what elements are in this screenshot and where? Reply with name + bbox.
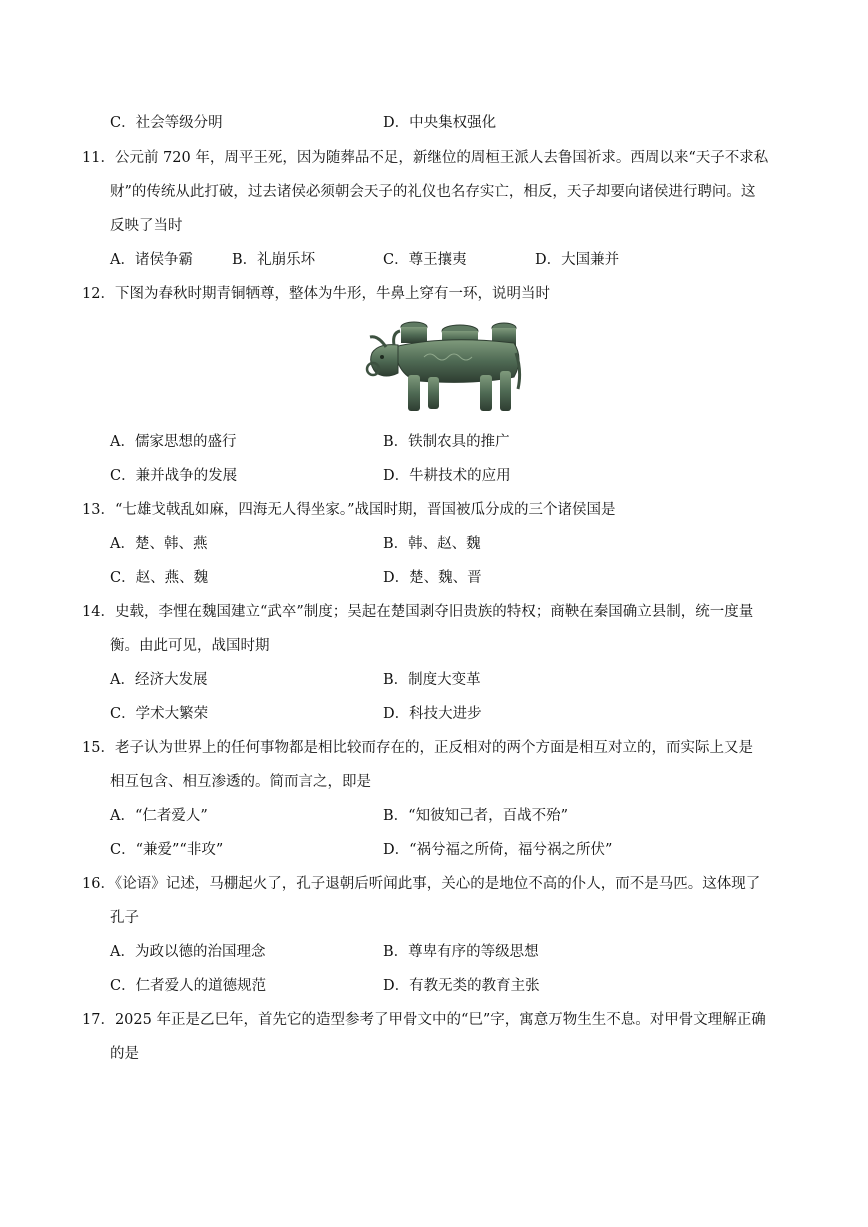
q13-option-a: A．楚、韩、燕	[110, 536, 208, 552]
q16-option-d: D．有教无类的教育主张	[383, 978, 540, 994]
q11-stem-line1: 11．公元前 720 年，周平王死，因为随葬品不足，新继位的周桓王派人去鲁国祈求。西周以来“天子不求私	[82, 150, 769, 166]
q13-option-c: C．赵、燕、魏	[110, 570, 209, 586]
q14-option-a: A．经济大发展	[110, 672, 208, 688]
q13-option-d: D．楚、魏、晋	[383, 570, 482, 586]
q14-option-d: D．科技大进步	[383, 706, 482, 722]
q14-option-b: B．制度大变革	[383, 672, 481, 688]
q16-stem-line1: 16．《论语》记述，马棚起火了，孔子退朝后听闻此事，关心的是地位不高的仆人，而不是马匹。这体现了	[82, 876, 761, 892]
q10-option-c: C．社会等级分明	[110, 115, 223, 131]
bronze-ox-zun-icon	[364, 313, 524, 421]
q17-stem-line2: 的是	[110, 1046, 139, 1062]
q11-stem-line2: 财”的传统从此打破，过去诸侯必须朝会天子的礼仪也名存实亡，相反，天子却要向诸侯进行聘问。这	[110, 184, 756, 200]
q14-stem-line2: 衡。由此可见，战国时期	[110, 638, 270, 654]
q14-stem-line1: 14．史载，李悝在魏国建立“武卒”制度；吴起在楚国剥夺旧贵族的特权；商鞅在秦国确立县制，统一度量	[82, 604, 754, 620]
q15-stem-line2: 相互包含、相互渗透的。简而言之，即是	[110, 774, 371, 790]
q12-option-a: A．儒家思想的盛行	[110, 434, 237, 450]
q10-option-d: D．中央集权强化	[383, 115, 497, 131]
q15-option-c: C．“兼爱”“非攻”	[110, 842, 224, 858]
q12-option-b: B．铁制农具的推广	[383, 434, 510, 450]
q15-stem-line1: 15．老子认为世界上的任何事物都是相比较而存在的，正反相对的两个方面是相互对立的，而实际上又是	[82, 740, 753, 756]
q15-option-a: A．“仁者爱人”	[110, 808, 208, 824]
q11-option-d: D．大国兼并	[535, 252, 620, 268]
q17-stem-line1: 17．2025 年正是乙巳年，首先它的造型参考了甲骨文中的“巳”字，寓意万物生生不息。对甲骨文理解正确	[82, 1012, 766, 1028]
q16-option-a: A．为政以德的治国理念	[110, 944, 266, 960]
q11-option-a: A．诸侯争霸	[110, 252, 193, 268]
q16-option-c: C．仁者爱人的道德规范	[110, 978, 267, 994]
q12-option-d: D．牛耕技术的应用	[383, 468, 511, 484]
q12-stem-line1: 12．下图为春秋时期青铜牺尊，整体为牛形，牛鼻上穿有一环，说明当时	[82, 286, 550, 302]
q12-option-c: C．兼并战争的发展	[110, 468, 238, 484]
q16-stem-line2: 孔子	[110, 910, 139, 926]
q15-option-b: B．“知彼知己者，百战不殆”	[383, 808, 568, 824]
q11-option-b: B．礼崩乐坏	[232, 252, 316, 268]
q15-option-d: D．“祸兮福之所倚，福兮祸之所伏”	[383, 842, 613, 858]
q13-option-b: B．韩、赵、魏	[383, 536, 481, 552]
bronze-ox-zun-figure	[364, 313, 524, 421]
q13-stem-line1: 13．“七雄戈戟乱如麻，四海无人得坐家。”战国时期，晋国被瓜分成的三个诸侯国是	[82, 502, 616, 518]
q11-stem-line3: 反映了当时	[110, 218, 183, 234]
q14-option-c: C．学术大繁荣	[110, 706, 209, 722]
q16-option-b: B．尊卑有序的等级思想	[383, 944, 539, 960]
q11-option-c: C．尊王攘夷	[383, 252, 467, 268]
